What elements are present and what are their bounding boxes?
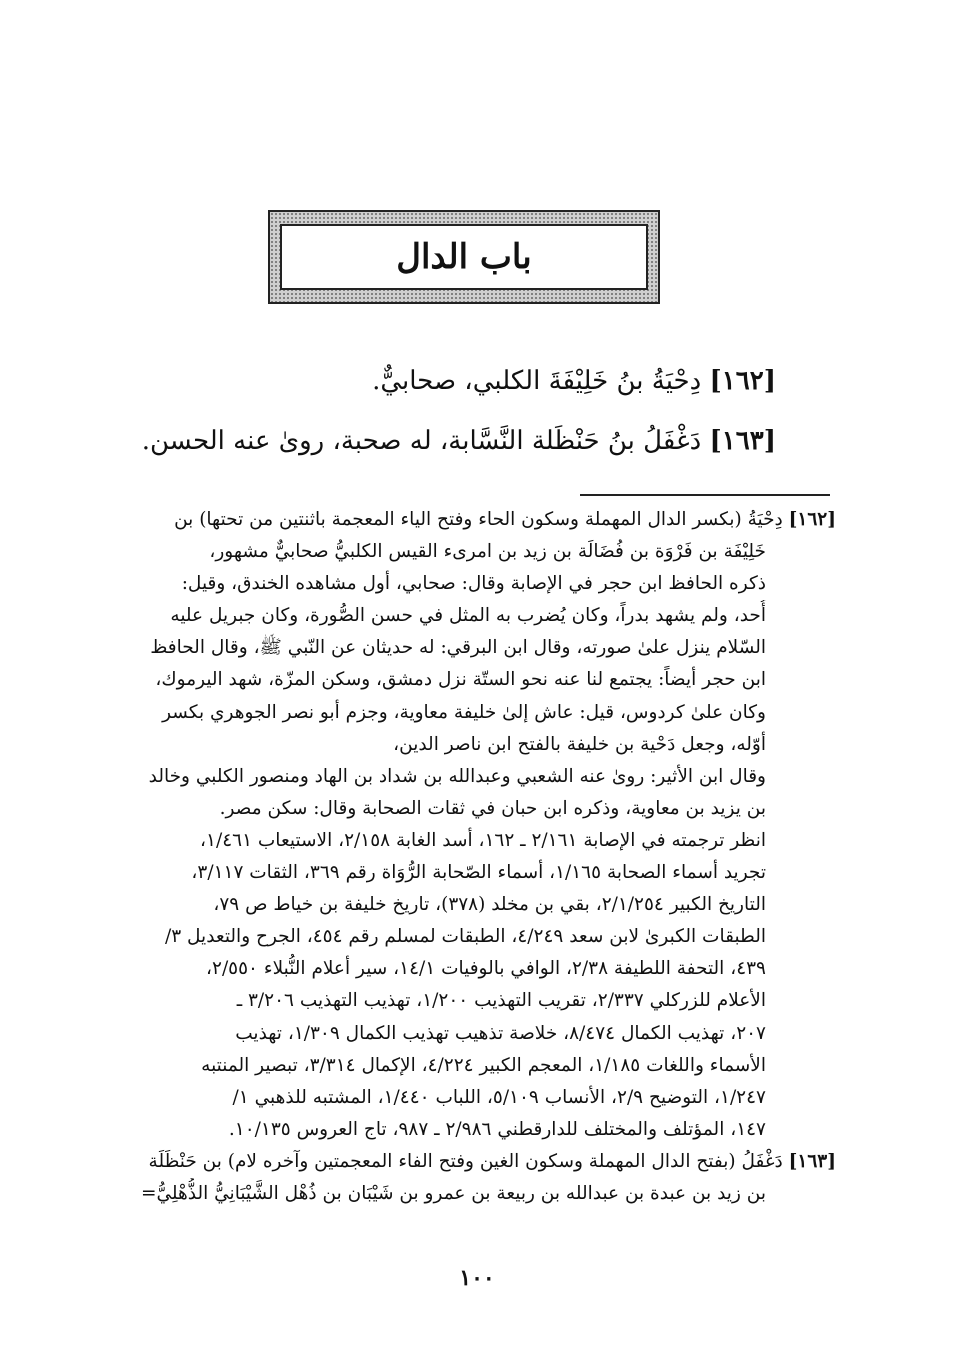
footnote-line: [١٦٢] دِحْيَةُ (بكسر الدال المهملة وسكون الحاء وفتح الياء المعجمة باثنتين من تحتها) بن <box>174 509 836 530</box>
footnote-line: ذكره الحافظ ابن حجر في الإصابة وقال: صحابي، أول مشاهده الخندق، وقيل: <box>181 573 766 595</box>
footnote-line: تجريد أسماء الصحابة ١/١٦٥، أسماء الصّحابة الرُّوَاة رقم ٣٦٩، الثقات ٣/١١٧، <box>191 862 766 884</box>
footnote-line: التاريخ الكبير ٢/١/٢٥٤، بقي بن مخلد (٣٧٨)، تاريخ خليفة بن خياط ص ٧٩، <box>213 894 766 916</box>
entry-number: [١٦٣] <box>709 426 776 456</box>
footnote-line: خَلِيْفَة بن فَرْوَة بن فُضَالَة بن زيد بن امرىء القيس الكلبيُّ صحابيٌّ مشهور، <box>209 541 766 563</box>
footnote-163 <box>70 1146 836 1210</box>
entry-text: دِحْيَةُ بنُ خَلِيْفَةَ الكلبي، صحابيٌّ. <box>372 366 702 396</box>
entry-162 <box>372 364 776 398</box>
entry-text: دَغْفَلُ بنُ حَنْظَلة النَّسَّابة، له صحبة، روىٰ عنه الحسن. <box>141 426 702 456</box>
chapter-title-frame <box>268 210 660 304</box>
page-number: ١٠٠ <box>459 1265 495 1291</box>
footnote-line: ابن حجر أيضاً: يجتمع لنا عنه نحو الستّة نزل دمشق، وسكن المزّة، شهد اليرموك، <box>155 669 766 691</box>
footnote-line: أُحد، ولم يشهد بدراً، وكان يُضرب به المثل في حسن الصُّورة، وكان جبريل عليه <box>170 605 766 627</box>
footnote-line: السّلام ينزل علىٰ صورته، وقال ابن البرقي: له حديثان عن النّبي ﷺ، وقال الحافظ <box>150 637 766 659</box>
footnote-line: انظر ترجمته في الإصابة ٢/١٦١ ـ ١٦٢، أسد الغابة ٢/١٥٨، الاستيعاب ١/٤٦١، <box>200 829 766 851</box>
footnote-line: ٢٠٧، تهذيب الكمال ٨/٤٧٤، خلاصة تذهيب تهذيب الكمال ١/٣٠٩، تهذيب <box>235 1022 766 1044</box>
footnote-line: أوّله، وجعل دَحْية بن خليفة بالفتح ابن ناصر الدين، <box>393 733 766 755</box>
footnote-line: الأسماء واللغات ١/١٨٥، المعجم الكبير ٤/٢٢٤، الإكمال ٣/٣١٤، تبصير المنتبه <box>201 1054 766 1076</box>
entry-number: [١٦٢] <box>709 366 776 396</box>
footnotes <box>70 504 836 1210</box>
chapter-title: باب الدال <box>396 237 532 277</box>
footnote-number: [١٦٣] <box>788 1150 836 1172</box>
footnote-line: وقال ابن الأثير: روىٰ عنه الشعبي وعبدالله بن شداد بن الهاد ومنصور الكلبي وخالد <box>148 765 766 787</box>
footnote-line: وكان علىٰ كردوس، قيل: عاش إلىٰ خليفة معاوية، وجزم أبو نصر الجوهري بكسر <box>162 701 766 723</box>
footnote-line: ٤٣٩، التحفة اللطيفة ٢/٣٨، الوافي بالوفيات ١٤/١، سير أعلام النُّبلاء ٢/٥٥٠، <box>206 958 766 980</box>
entry-163 <box>142 424 776 458</box>
footnote-number: [١٦٢] <box>788 509 836 530</box>
footnote-line: ١٤٧، المؤتلف والمختلف للدارقطني ٢/٩٨٦ ـ ٩٨٧، تاج العروس ١٠/١٣٥. <box>228 1118 766 1140</box>
footnote-line: [١٦٣] دَغْفَلُ (بفتح الدال المهملة وسكون الغين وفتح الفاء المعجمتين وآخره لام) بن حَنْظَلَة <box>148 1150 836 1172</box>
footnote-separator <box>580 494 830 496</box>
footnote-162 <box>70 504 836 1146</box>
footnote-line: الأعلام للزركلي ٢/٣٣٧، تقريب التهذيب ١/٢٠٠، تهذيب التهذيب ٣/٢٠٦ ـ <box>236 990 766 1012</box>
footnote-line: الطبقات الكبرىٰ لابن سعد ٤/٢٤٩، الطبقات لمسلم رقم ٤٥٤، الجرح والتعديل ٣/ <box>164 926 766 948</box>
footnote-line: ١/٢٤٧، التوضيح ٢/٩، الأنساب ٥/١٠٩، اللباب ١/٤٤٠، المشتبه للذهبي ١/ <box>232 1086 766 1108</box>
footnote-line: بن زيد بن عبدة بن عبدالله بن ربيعة بن عمرو بن شَيْبَان بن ذُهْل الشَّيْبَانِيُّ الذُّهْلِيُّ= <box>140 1182 766 1204</box>
chapter-title-box <box>280 224 648 290</box>
footnote-line: بن يزيد بن معاوية، وذكره ابن حبان في ثقات الصحابة وقال: سكن مصر. <box>219 797 766 819</box>
